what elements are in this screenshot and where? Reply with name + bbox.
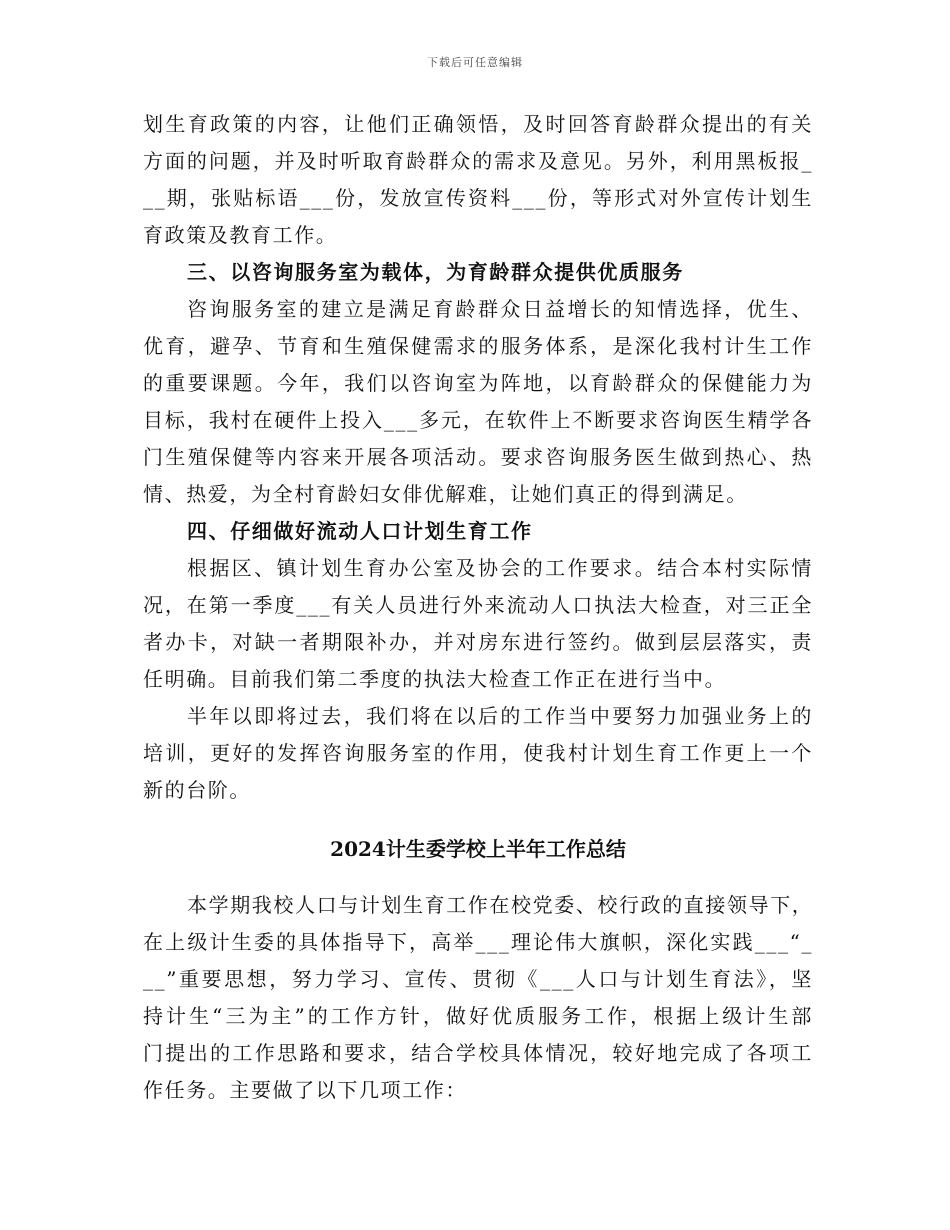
document-body bbox=[143, 106, 813, 1109]
paragraph-line: 育政策及教育工作。 bbox=[143, 223, 338, 247]
paragraph-line: 持计生“三为主”的工作方针，做好优质服务工作，根据上级计生部 bbox=[143, 1004, 813, 1028]
article-intro bbox=[143, 887, 813, 1109]
paragraph-line: 者办卡，对缺一者期限补办，并对房东进行签约。做到层层落实，责 bbox=[143, 630, 813, 654]
paragraph-line: 划生育政策的内容，让他们正确领悟，及时回答育龄群众提出的有关 bbox=[143, 112, 813, 136]
paragraph-line: 咨询服务室的建立是满足育龄群众日益增长的知情选择，优生、 bbox=[187, 297, 813, 321]
paragraph-line: 门提出的工作思路和要求，结合学校具体情况，较好地完成了各项工 bbox=[143, 1041, 813, 1065]
paragraph-line: 目标，我村在硬件上投入___多元，在软件上不断要求咨询医生精学各 bbox=[143, 408, 813, 432]
paragraph-line: 门生殖保健等内容来开展各项活动。要求咨询服务医生做到热心、热 bbox=[143, 445, 813, 469]
article-title: 2024计生委学校上半年工作总结 bbox=[330, 837, 626, 861]
paragraph-line: 的重要课题。今年，我们以咨询室为阵地，以育龄群众的保健能力为 bbox=[143, 371, 813, 395]
paragraph-line: 培训，更好的发挥咨询服务室的作用，使我村计划生育工作更上一个 bbox=[143, 741, 813, 765]
paragraph-line: 方面的问题，并及时听取育龄群众的需求及意见。另外，利用黑板报_ bbox=[143, 149, 813, 173]
paragraph-line: 情、热爱，为全村育龄妇女俳优解难，让她们真正的得到满足。 bbox=[143, 482, 748, 506]
section-four bbox=[143, 513, 813, 698]
paragraph-line: 优育，避孕、节育和生殖保健需求的服务体系，是深化我村计生工作 bbox=[143, 334, 813, 358]
section-heading: 四、仔细做好流动人口计划生育工作 bbox=[187, 519, 533, 543]
closing-paragraph bbox=[143, 698, 813, 809]
paragraph-line: __”重要思想，努力学习、宣传、贯彻《___人口与计划生育法》，坚 bbox=[143, 967, 813, 991]
header-note: 下载后可任意编辑 bbox=[427, 56, 523, 69]
paragraph-line: 新的台阶。 bbox=[143, 778, 251, 802]
paragraph-line: 根据区、镇计划生育办公室及协会的工作要求。结合本村实际情 bbox=[187, 556, 813, 580]
paragraph-line: __期，张贴标语___份，发放宣传资料___份，等形式对外宣传计划生 bbox=[143, 186, 813, 210]
paragraph-line: 作任务。主要做了以下几项工作： bbox=[143, 1078, 467, 1102]
previous-section-tail bbox=[143, 106, 813, 254]
paragraph-line: 况，在第一季度___有关人员进行外来流动人口执法大检查，对三正全 bbox=[143, 593, 813, 617]
paragraph-line: 半年以即将过去，我们将在以后的工作当中要努力加强业务上的 bbox=[187, 704, 813, 728]
paragraph-line: 任明确。目前我们第二季度的执法大检查工作正在进行当中。 bbox=[143, 667, 727, 691]
paragraph-line: 在上级计生委的具体指导下，高举___理论伟大旗帜，深化实践___“_ bbox=[143, 930, 813, 954]
paragraph-line: 本学期我校人口与计划生育工作在校党委、校行政的直接领导下， bbox=[187, 893, 814, 917]
section-three bbox=[143, 254, 813, 513]
section-heading: 三、以咨询服务室为载体，为育龄群众提供优质服务 bbox=[187, 260, 684, 284]
